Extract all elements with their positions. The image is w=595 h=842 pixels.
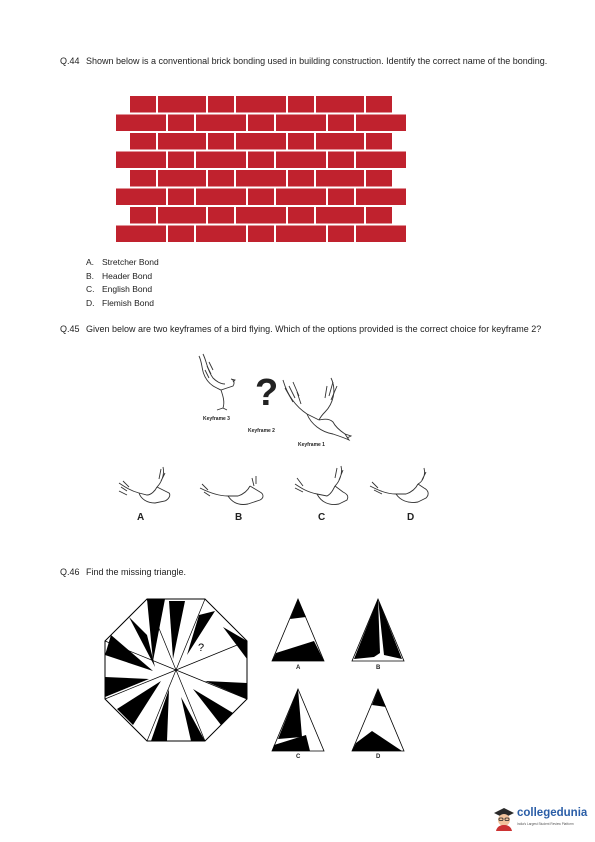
- option-d[interactable]: D. Flemish Bond: [86, 297, 154, 308]
- brick: [116, 189, 166, 206]
- keyframe-2-label: Keyframe 2: [248, 428, 275, 434]
- brick: [168, 189, 194, 206]
- question-text: Find the missing triangle.: [86, 567, 187, 577]
- brick: [158, 96, 206, 113]
- triangle-option-a-label[interactable]: A: [296, 665, 301, 671]
- brick: [288, 170, 314, 187]
- bird-keyframe-3-image: [193, 352, 243, 412]
- question-text: Given below are two keyframes of a bird flying. Which of the options provided is the correct choice for keyframe 2?: [86, 324, 542, 334]
- triangle-option-b-image: [350, 597, 406, 663]
- brick: [208, 207, 234, 224]
- brick: [356, 152, 406, 169]
- brick: [236, 96, 286, 113]
- q44-options: [86, 256, 159, 310]
- brick: [196, 152, 246, 169]
- bird-keyframe-1-image: [281, 376, 353, 444]
- triangle-option-d-label[interactable]: D: [376, 754, 381, 760]
- brick: [248, 152, 274, 169]
- keyframe-1-label: Keyframe 1: [298, 442, 325, 448]
- brick: [276, 152, 326, 169]
- keyframe-3-label: Keyframe 3: [203, 416, 230, 422]
- question-text: Shown below is a conventional brick bonding used in building construction. Identify the correct name of the bonding.: [86, 56, 548, 66]
- triangle-option-c-image: [270, 687, 326, 753]
- bird-option-d-image: [368, 466, 434, 508]
- brick: [130, 96, 156, 113]
- option-a-label[interactable]: A: [137, 512, 145, 523]
- brick: [288, 207, 314, 224]
- brick: [316, 207, 364, 224]
- octagon-puzzle-image: [103, 597, 249, 743]
- brick: [288, 96, 314, 113]
- brick: [366, 133, 392, 150]
- brick: [288, 133, 314, 150]
- brick: [158, 207, 206, 224]
- collegedunia-logo[interactable]: [493, 805, 589, 835]
- brick-wall-image: [115, 95, 407, 243]
- brick: [356, 189, 406, 206]
- brick: [236, 170, 286, 187]
- brick: [208, 170, 234, 187]
- brick: [316, 170, 364, 187]
- brick: [168, 115, 194, 132]
- triangle-option-d-image: [350, 687, 406, 753]
- brick: [328, 152, 354, 169]
- brick: [196, 226, 246, 243]
- brick: [366, 207, 392, 224]
- brick: [116, 115, 166, 132]
- option-b-label[interactable]: B: [235, 512, 243, 523]
- option-a[interactable]: A. Stretcher Bond: [86, 257, 159, 267]
- logo-name: collegedunia: [517, 807, 588, 819]
- brick: [116, 152, 166, 169]
- brick: [276, 226, 326, 243]
- question-number: Q.44: [60, 56, 80, 66]
- brick: [208, 96, 234, 113]
- brick: [356, 226, 406, 243]
- brick: [356, 115, 406, 132]
- brick: [236, 133, 286, 150]
- triangle-option-b-label[interactable]: B: [376, 665, 381, 671]
- brick: [116, 226, 166, 243]
- bird-option-a-image: [117, 465, 173, 509]
- brick: [328, 189, 354, 206]
- brick: [168, 152, 194, 169]
- question-mark: ?: [255, 372, 279, 414]
- missing-mark: ?: [198, 642, 205, 654]
- option-b[interactable]: B. Header Bond: [86, 270, 153, 281]
- brick: [248, 189, 274, 206]
- brick: [158, 170, 206, 187]
- option-d-label[interactable]: D: [407, 512, 415, 523]
- brick: [276, 189, 326, 206]
- triangle-option-a-image: [270, 597, 326, 663]
- brick: [236, 207, 286, 224]
- brick: [196, 189, 246, 206]
- brick: [196, 115, 246, 132]
- brick: [316, 133, 364, 150]
- brick: [276, 115, 326, 132]
- brick: [248, 115, 274, 132]
- brick: [158, 133, 206, 150]
- brick: [208, 133, 234, 150]
- brick: [168, 226, 194, 243]
- brick: [130, 133, 156, 150]
- logo-tagline: India's Largest Student Review Platform: [517, 822, 574, 826]
- brick: [328, 226, 354, 243]
- brick: [366, 170, 392, 187]
- option-c-label[interactable]: C: [318, 512, 326, 523]
- question-number: Q.46: [60, 567, 80, 577]
- brick: [248, 226, 274, 243]
- triangle-option-c-label[interactable]: C: [296, 754, 301, 760]
- brick: [130, 170, 156, 187]
- bird-option-b-image: [198, 470, 266, 510]
- brick: [130, 207, 156, 224]
- question-number: Q.45: [60, 324, 80, 334]
- brick: [316, 96, 364, 113]
- brick: [328, 115, 354, 132]
- bird-option-c-image: [293, 464, 353, 510]
- brick: [366, 96, 392, 113]
- option-c[interactable]: C. English Bond: [86, 284, 153, 294]
- student-avatar-icon: [493, 807, 515, 831]
